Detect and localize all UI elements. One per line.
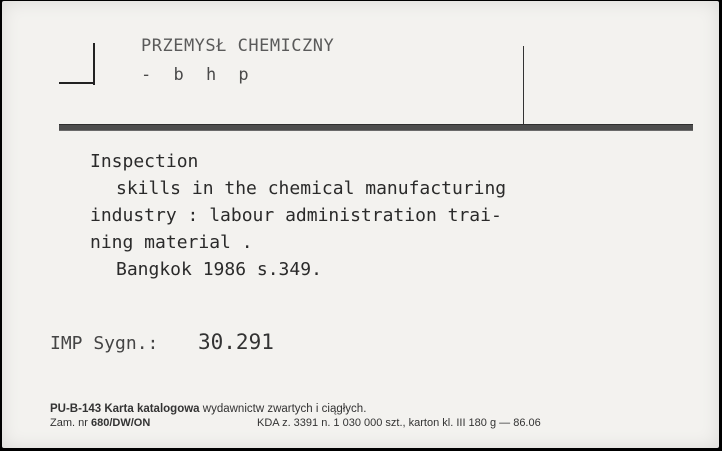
- footer-order-no: 680/DW/ON: [90, 417, 151, 429]
- subject-subheading: - b h p: [141, 65, 255, 85]
- footer-form-title: Karta katalogowa: [104, 403, 200, 415]
- entry-imprint: Bangkok 1986 s.349.: [116, 259, 322, 280]
- footer-form-desc: wydawnictw zwartych i ciągłych.: [202, 403, 367, 415]
- footer-form-line: [50, 403, 366, 415]
- heading-divider: [523, 46, 524, 126]
- footer-print-line: [50, 417, 541, 429]
- footer-form-code: PU-B-143: [50, 403, 102, 415]
- heading-rule: [59, 124, 693, 131]
- entry-line-3: ning material .: [90, 232, 253, 253]
- subject-heading: PRZEMYSŁ CHEMICZNY: [141, 36, 335, 56]
- corner-mark-vertical: [93, 43, 95, 85]
- entry-title: Inspection: [90, 151, 199, 172]
- entry-line-1: skills in the chemical manufacturing: [116, 178, 507, 199]
- corner-mark-horizontal: [59, 82, 95, 84]
- footer-print-info: KDA z. 3391 n. 1 030 000 szt., karton kl. III 180 g — 86.06: [257, 417, 541, 429]
- catalog-card: [2, 1, 719, 448]
- signature-value: 30.291: [198, 330, 274, 354]
- footer-order-prefix: Zam. nr: [50, 417, 88, 429]
- entry-line-2: industry : labour administration trai-: [90, 205, 502, 226]
- signature-label: IMP Sygn.:: [50, 333, 159, 354]
